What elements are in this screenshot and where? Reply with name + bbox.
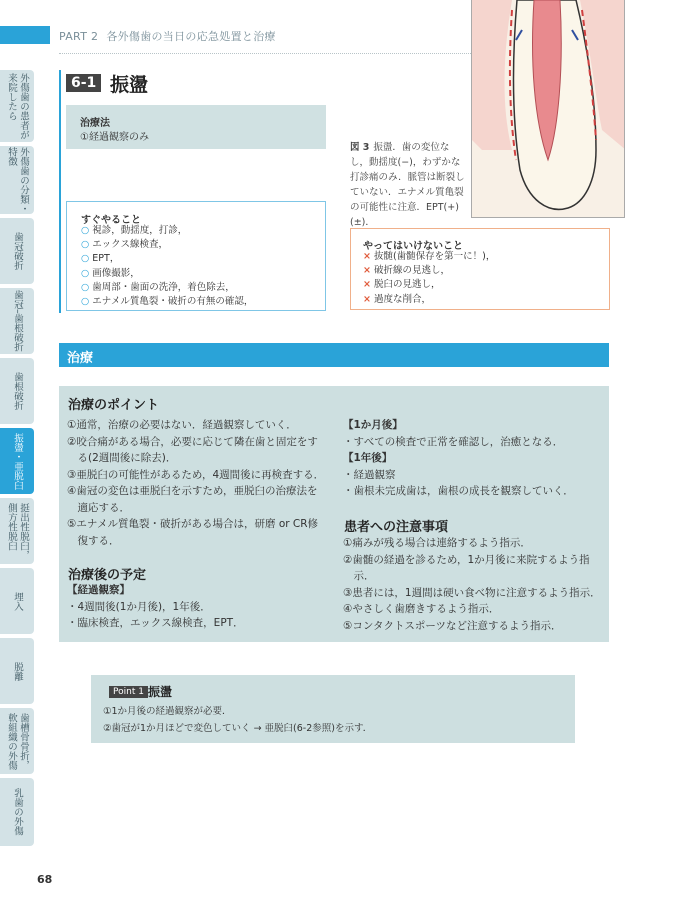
section-vertical-rule bbox=[59, 70, 61, 313]
list-item: ①痛みが残る場合は連絡するよう指示． bbox=[343, 537, 531, 549]
circle-icon: ○ bbox=[81, 253, 90, 265]
list-item: ○ 視診，動揺度，打診， bbox=[81, 225, 188, 236]
one-year-subheading: 【1年後】 bbox=[343, 452, 393, 464]
tab-patient-visit[interactable]: 外傷歯の患者が 来院したら bbox=[0, 70, 34, 142]
tab-extrusive-lateral-luxation[interactable]: 挺出性脱臼， 側方性脱臼 bbox=[0, 498, 34, 564]
list-item: ・歯根未完成歯は，歯根の成長を観察していく． bbox=[343, 485, 574, 497]
tooth-diagram-svg bbox=[472, 0, 625, 218]
circle-icon: ○ bbox=[81, 281, 90, 293]
schedule-heading: 治療後の予定 bbox=[68, 568, 147, 583]
point-tag: Point 1 bbox=[109, 686, 148, 698]
treatment-method-text: ①経過観察のみ bbox=[80, 132, 149, 143]
point-list bbox=[103, 704, 372, 737]
patient-notes-heading: 患者への注意事項 bbox=[344, 520, 449, 535]
tab-intrusion[interactable]: 埋入 bbox=[0, 568, 34, 634]
list-item: ④やさしく歯磨きするよう指示． bbox=[343, 603, 500, 615]
list-item: ①1か月後の経過観察が必要． bbox=[103, 706, 232, 717]
treatment-method-box bbox=[66, 105, 326, 149]
list-item: ②歯冠が1か月ほどで変色していく → 亜脱臼(6-2参照)を示す． bbox=[103, 722, 373, 734]
followup-list bbox=[343, 417, 574, 500]
list-item: ○ エナメル質亀裂・破折の有無の確認， bbox=[81, 296, 254, 308]
list-item: ○ 画像撮影， bbox=[81, 267, 140, 279]
list-item: ・経過観察 bbox=[343, 468, 396, 481]
treatment-panel bbox=[59, 386, 609, 642]
circle-icon: ○ bbox=[81, 267, 90, 279]
treatment-points-heading: 治療のポイント bbox=[68, 398, 160, 413]
list-item: ○ EPT， bbox=[81, 253, 120, 265]
cross-icon: × bbox=[363, 293, 371, 305]
treatment-method-heading: 治療法 bbox=[80, 118, 110, 129]
schedule-subheading: 【経過観察】 bbox=[67, 584, 130, 596]
tab-concussion-subluxation[interactable]: 振盪・亜脱臼 bbox=[0, 428, 34, 494]
cross-icon: × bbox=[363, 251, 371, 262]
figure-label: 図 3 bbox=[350, 142, 370, 153]
tab-root-fracture[interactable]: 歯根破折 bbox=[0, 358, 34, 424]
tab-classification[interactable]: 外傷歯の分類・ 特徴 bbox=[0, 146, 34, 214]
treatment-points-list bbox=[67, 417, 324, 549]
circle-icon: ○ bbox=[81, 239, 90, 251]
list-item: × 破折線の見逃し， bbox=[363, 265, 450, 277]
part-number: PART 2 bbox=[59, 30, 99, 43]
section-title: 振盪 bbox=[110, 74, 149, 96]
list-item: ④歯冠の変色は亜脱臼を示すため，亜脱臼の治療法を bbox=[67, 485, 318, 497]
cross-icon: × bbox=[363, 279, 371, 291]
part-title: 各外傷歯の当日の応急処置と治療 bbox=[106, 30, 276, 43]
list-item: 適応する． bbox=[67, 501, 130, 514]
immediate-actions-heading: すぐやること bbox=[81, 215, 141, 226]
list-item: ・臨床検査，エックス線検査，EPT． bbox=[67, 617, 244, 629]
one-month-subheading: 【1か月後】 bbox=[343, 419, 403, 431]
page-number: 68 bbox=[37, 873, 53, 886]
tab-avulsion[interactable]: 脱離 bbox=[0, 638, 34, 704]
prohibited-actions-list bbox=[363, 250, 495, 307]
list-item: × 過度な削合， bbox=[363, 293, 431, 305]
circle-icon: ○ bbox=[81, 225, 90, 236]
prohibited-actions-box bbox=[350, 228, 610, 310]
list-item: る(2週間後に除去)． bbox=[67, 452, 177, 464]
header-part bbox=[59, 28, 276, 44]
list-item: ③患者には，1週間は硬い食べ物に注意するよう指示． bbox=[343, 586, 601, 599]
schedule-list bbox=[67, 582, 244, 632]
section-number: 6-1 bbox=[66, 74, 101, 92]
figure-caption bbox=[350, 140, 468, 230]
list-item: ⑤コンタクトスポーツなど注意するよう指示． bbox=[343, 619, 562, 632]
list-item: ○ 歯周部・歯面の洗浄，着色除去， bbox=[81, 281, 235, 293]
tooth-illustration bbox=[471, 0, 625, 218]
list-item: 示． bbox=[343, 570, 375, 582]
figure-caption-text: 振盪．歯の変位なし，動揺度(−)，わずかな打診痛のみ．脈管は断裂していない．エナメル質亀裂の可能性に注意．EPT(+)(±)． bbox=[350, 142, 465, 228]
list-item: ・すべての検査で正常を確認し，治癒となる． bbox=[343, 435, 564, 448]
immediate-actions-list bbox=[81, 224, 253, 309]
list-item: ②咬合痛がある場合，必要に応じて隣在歯と固定をす bbox=[67, 435, 318, 448]
list-item: ・4週間後(1か月後)，1年後． bbox=[67, 600, 211, 613]
tab-primary-teeth[interactable]: 乳歯の外傷 bbox=[0, 778, 34, 846]
tab-crown-root-fracture[interactable]: 歯冠–歯根破折 bbox=[0, 288, 34, 354]
list-item: ○ エックス線検査， bbox=[81, 239, 169, 251]
patient-notes-list bbox=[343, 535, 601, 634]
list-item: ②歯髄の経過を診るため，1か月後に来院するよう指 bbox=[343, 553, 590, 566]
tab-crown-fracture[interactable]: 歯冠破折 bbox=[0, 218, 34, 284]
list-item: 復する． bbox=[67, 534, 120, 547]
treatment-banner: 治療 bbox=[59, 343, 609, 367]
point-box bbox=[91, 675, 575, 743]
list-item: ③亜脱臼の可能性があるため，4週間後に再検査する． bbox=[67, 468, 325, 481]
immediate-actions-box bbox=[66, 201, 326, 311]
tab-alveolar-soft-tissue[interactable]: 歯槽骨骨折， 軟組織の外傷 bbox=[0, 708, 34, 774]
cross-icon: × bbox=[363, 265, 371, 277]
list-item: × 脱臼の見逃し， bbox=[363, 279, 441, 291]
header-accent-bar bbox=[0, 26, 50, 44]
list-item: × 抜髄(歯髄保存を第一に！)， bbox=[363, 251, 496, 262]
list-item: ⑤エナメル質亀裂・破折がある場合は，研磨 or CR修 bbox=[67, 518, 319, 530]
circle-icon: ○ bbox=[81, 296, 90, 308]
list-item: ①通常，治療の必要はない．経過観察していく． bbox=[67, 419, 297, 431]
point-title: 振盪 bbox=[148, 685, 173, 699]
prohibited-actions-heading: やってはいけないこと bbox=[363, 241, 463, 252]
